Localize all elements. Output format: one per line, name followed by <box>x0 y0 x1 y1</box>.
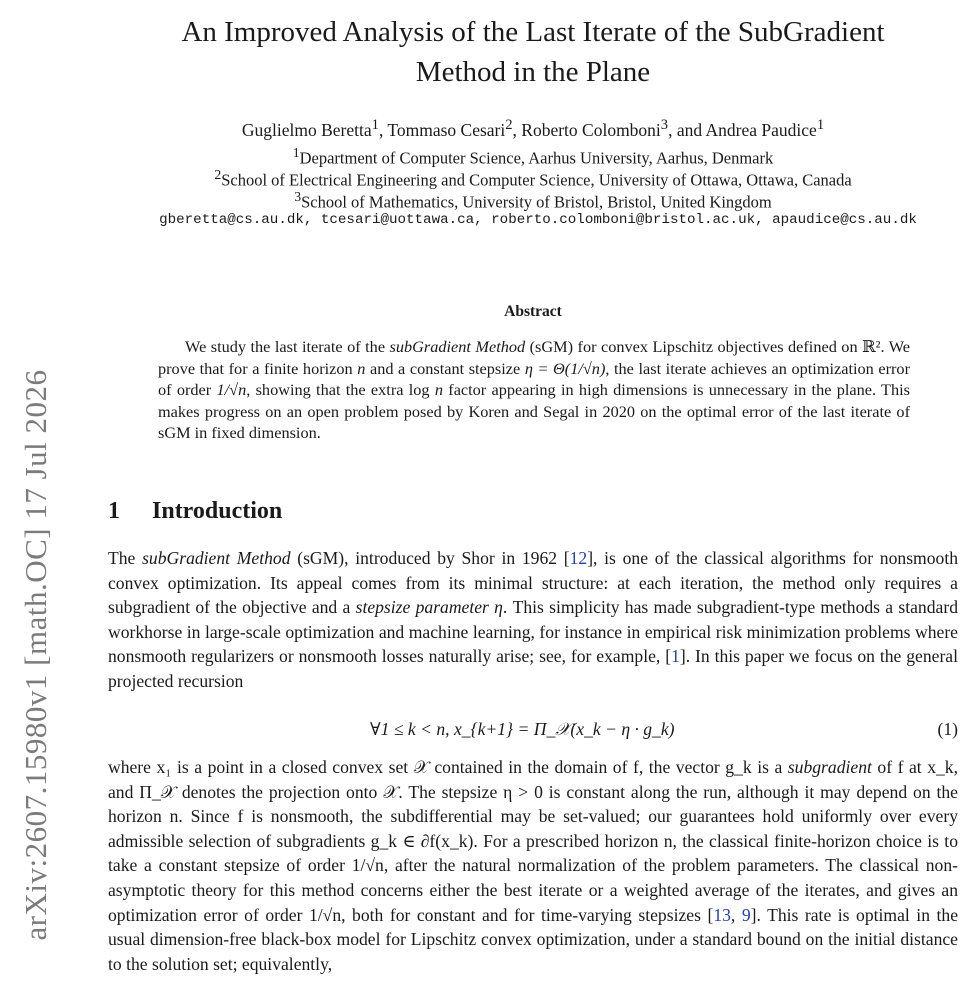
text-run: (sGM), introduced by Shor in 1962 [ <box>290 548 570 568</box>
citation-link[interactable]: 12 <box>569 548 588 568</box>
affiliation-3 <box>108 189 958 213</box>
text-run: of f at x_k, and Π_𝒳 denotes the projection onto 𝒳. The stepsize η > 0 is constant along the run, although it may depend on the horizon n. Since f is nonsmooth, the subdifferential may be set-valued; our guarantees hold uniformly over every admissible selection of subgradients g_k ∈ ∂f(x_k). For a prescribed horizon n, the classical finite-horizon choice is to take a constant stepsize of order 1/√n, after the natural normalization of the problem parameters. The classical non-asymptotic theory for this method concerns either the best iterate or a weighted average of the iterates, and gives an optimization error of order 1/√n, both for constant and for time-varying stepsizes [ <box>108 757 958 925</box>
text-run: ], is one of the classical algorithms for nonsmooth convex optimization. Its appeal comes from its minimal structure: at each iteration, the method only requires a subgradient of the objective and a <box>108 548 958 618</box>
abstract-text <box>158 336 910 444</box>
abstract-emphasis: subGradient Method <box>389 337 526 356</box>
author-affil-sup: 1 <box>371 117 379 133</box>
affiliation-1 <box>108 145 958 169</box>
author-name: Roberto Colomboni <box>521 119 661 140</box>
text-run: , <box>730 904 742 925</box>
author-affil-sup: 1 <box>816 117 825 133</box>
abstract-run: We study the last iterate of the <box>185 337 390 356</box>
equation-1 <box>108 719 958 745</box>
section-number: 1 <box>108 498 120 524</box>
title-line-1: An Improved Analysis of the Last Iterate of the SubGradient <box>181 16 885 48</box>
section-heading <box>108 498 282 525</box>
equation-expression: ∀1 ≤ k < n, x_{k+1} = Π_𝒳(x_k − η · g_k) <box>370 719 675 739</box>
section-title: Introduction <box>152 498 283 524</box>
abstract-run: , showing that the extra log <box>246 380 435 399</box>
affiliation-sup: 1 <box>292 145 300 160</box>
text-run: The <box>108 548 143 568</box>
abstract-run: and a constant stepsize <box>365 358 525 378</box>
author-separator: , <box>512 119 522 140</box>
citation-link[interactable]: 13 <box>713 904 731 925</box>
citation-link[interactable]: 9 <box>741 904 751 925</box>
arxiv-stamp: arXiv:2607.15980v1 [math.OC] 17 Jul 2026 <box>18 369 53 941</box>
text-run: . This simplicity has made subgradient-type methods a standard workhorse in large-scale optimization and machine learning, for instance in empirical risk minimization problems where nonsmooth regularizers or nonsmooth losses naturally arise; see, for example, [ <box>108 597 958 667</box>
abstract-heading: Abstract <box>504 303 562 320</box>
affiliation-sup: 3 <box>294 189 302 204</box>
author-separator: , <box>378 119 388 140</box>
abstract-math: 1/√n <box>216 380 247 399</box>
abstract-math: n <box>434 380 443 399</box>
text-emphasis: subgradient <box>787 757 872 777</box>
abstract-run: , the last iterate achieves an optimization error of order <box>158 358 910 399</box>
author-list <box>108 117 958 141</box>
author-affil-sup: 2 <box>505 117 513 133</box>
text-run: ]. This rate is optimal in the usual dimension-free black-box model for Lipschitz convex optimization, under a standard bound on the initial distance to the solution set; equivalently, <box>108 904 959 974</box>
abstract-run: factor appearing in high dimensions is unnecessary in the plane. This makes progress on an open problem posed by Koren and Segal in 2020 on the optimal error of the last iterate of sGM in fixed dimension. <box>158 380 910 442</box>
author-name: Tommaso Cesari <box>387 119 506 140</box>
abstract-math: η = Θ(1/√n) <box>524 358 606 378</box>
author-separator: , and <box>668 119 706 140</box>
affiliation-sup: 2 <box>214 167 222 182</box>
text-run: where x₁ is a point in a closed convex set 𝒳 contained in the domain of f, the vector g_k is a <box>108 757 788 777</box>
abstract-run: (sGM) for convex Lipschitz objectives defined on ℝ². We prove that for a finite horizon <box>158 337 911 378</box>
author-affil-sup: 3 <box>660 117 669 133</box>
text-run: ]. In this paper we focus on the general projected recursion <box>108 646 958 691</box>
text-emphasis: stepsize parameter η <box>355 597 503 618</box>
arxiv-sidebar <box>0 0 60 1000</box>
intro-paragraph-1 <box>108 546 958 694</box>
author-emails: gberetta@cs.au.dk, tcesari@uottawa.ca, roberto.colomboni@bristol.ac.uk, apaudice@cs.au.dk <box>159 212 917 228</box>
affiliation-2 <box>108 167 958 191</box>
affiliation-text: Department of Computer Science, Aarhus University, Aarhus, Denmark <box>299 148 774 168</box>
affiliation-text: School of Mathematics, University of Bristol, Bristol, United Kingdom <box>301 192 772 212</box>
title-line-2: Method in the Plane <box>415 56 651 88</box>
citation-link[interactable]: 1 <box>671 646 680 667</box>
author-name: Andrea Paudice <box>705 119 817 140</box>
intro-paragraph-2 <box>108 755 958 976</box>
text-emphasis: subGradient Method <box>142 548 291 568</box>
paper-title <box>118 12 948 92</box>
abstract-math: n <box>357 358 366 378</box>
author-name: Guglielmo Beretta <box>241 119 372 140</box>
affiliation-text: School of Electrical Engineering and Computer Science, University of Ottawa, Ottawa, Canada <box>221 170 852 190</box>
equation-number: (1) <box>937 719 958 739</box>
